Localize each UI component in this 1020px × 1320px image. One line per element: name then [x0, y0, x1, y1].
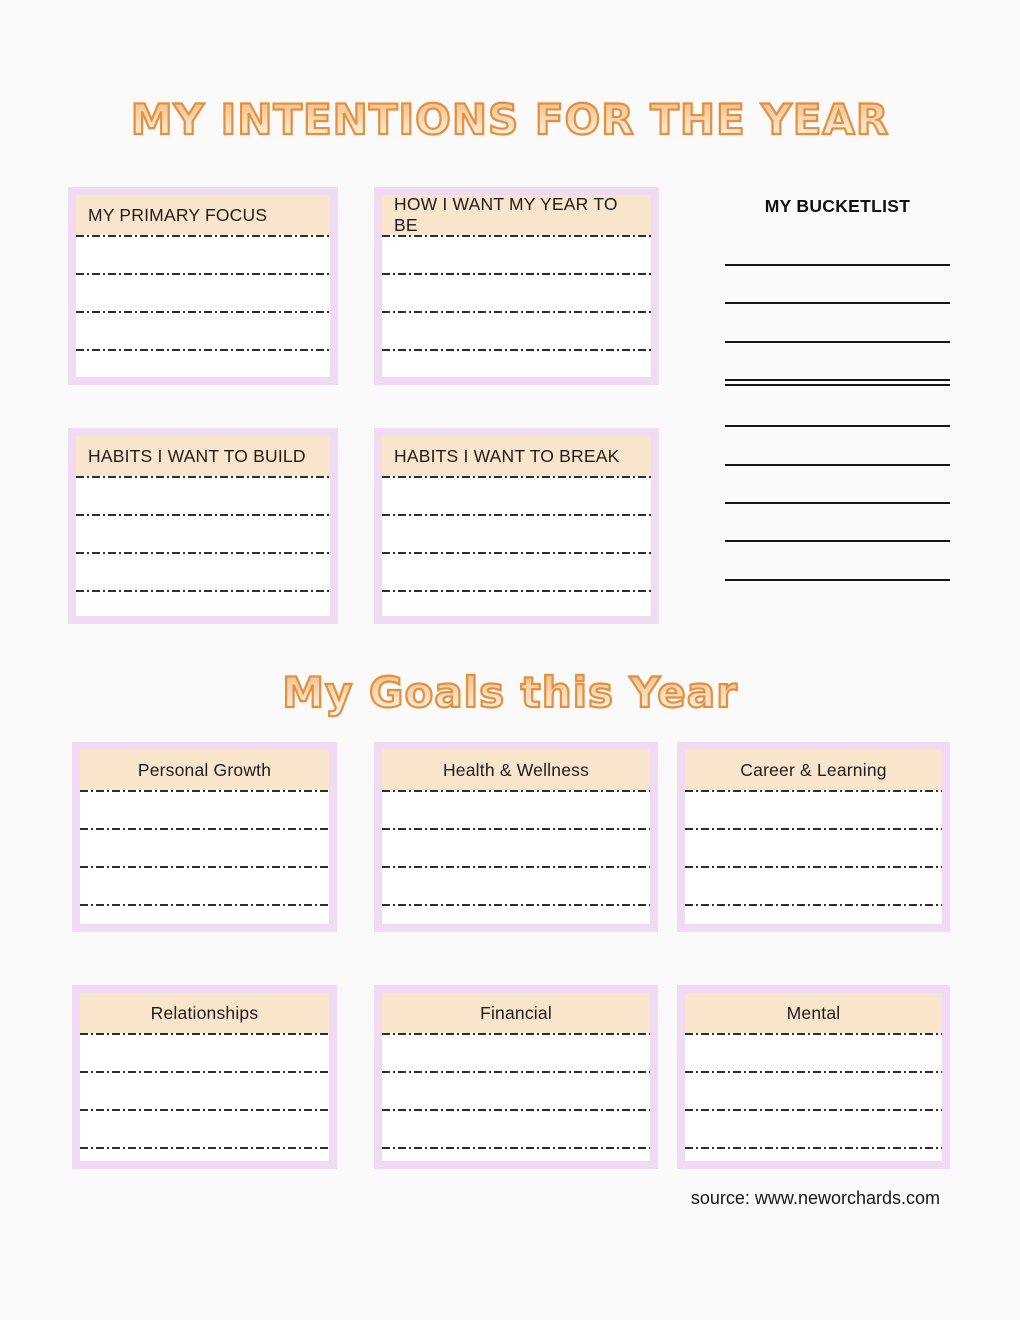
- writing-line: [80, 1071, 329, 1073]
- writing-line: [382, 349, 651, 351]
- bucketlist-line: [725, 579, 950, 581]
- writing-line: [685, 790, 942, 792]
- writing-line: [382, 1071, 650, 1073]
- habits-break-label: HABITS I WANT TO BREAK: [394, 445, 620, 466]
- writing-line: [382, 273, 651, 275]
- writing-line: [76, 273, 330, 275]
- writing-line: [382, 1109, 650, 1111]
- goal-box-health-wellness: [374, 742, 658, 932]
- goal-career-learning-header: [685, 750, 942, 790]
- bucketlist-line: [725, 302, 950, 304]
- writing-line: [80, 1033, 329, 1035]
- goal-personal-growth-header: [80, 750, 329, 790]
- writing-line: [382, 552, 651, 554]
- writing-line: [80, 1147, 329, 1149]
- bucketlist-line: [725, 502, 950, 504]
- habits-build-header: [76, 436, 330, 476]
- writing-line: [80, 790, 329, 792]
- habits-break-header: [382, 436, 651, 476]
- primary-focus-label: MY PRIMARY FOCUS: [88, 204, 268, 225]
- goal-mental-label: Mental: [786, 1002, 841, 1023]
- habits-build-box: [68, 428, 338, 624]
- writing-line: [76, 514, 330, 516]
- writing-line: [685, 1033, 942, 1035]
- writing-line: [685, 1071, 942, 1073]
- writing-line: [382, 790, 650, 792]
- goal-health-wellness-label: Health & Wellness: [442, 759, 590, 780]
- goal-box-mental: [677, 985, 950, 1169]
- writing-line: [382, 904, 650, 906]
- writing-line: [685, 1109, 942, 1111]
- writing-line: [685, 904, 942, 906]
- writing-line: [382, 311, 651, 313]
- writing-line: [685, 1147, 942, 1149]
- goal-relationships-header: [80, 993, 329, 1033]
- goal-financial-header: [382, 993, 650, 1033]
- writing-line: [76, 311, 330, 313]
- writing-line: [685, 828, 942, 830]
- writing-line: [382, 476, 651, 478]
- writing-line: [76, 552, 330, 554]
- page-title: MY INTENTIONS FOR THE YEAR: [0, 99, 1020, 141]
- bucketlist-line: [725, 379, 950, 381]
- goal-box-personal-growth: [72, 742, 337, 932]
- goal-financial-label: Financial: [480, 1002, 552, 1023]
- bucketlist-line: [725, 384, 950, 386]
- writing-line: [76, 349, 330, 351]
- source-attribution: source: www.neworchards.com: [690, 1188, 940, 1208]
- writing-line: [80, 828, 329, 830]
- primary-focus-box: [68, 187, 338, 385]
- writing-line: [382, 828, 650, 830]
- year-vision-box: [374, 187, 659, 385]
- goal-box-financial: [374, 985, 658, 1169]
- bucketlist-line: [725, 264, 950, 266]
- bucketlist-line: [725, 464, 950, 466]
- primary-focus-header: [76, 195, 330, 235]
- goal-box-career-learning: [677, 742, 950, 932]
- writing-line: [80, 904, 329, 906]
- goals-section-title: My Goals this Year: [0, 672, 1020, 714]
- writing-line: [382, 866, 650, 868]
- goal-career-learning-label: Career & Learning: [740, 759, 887, 780]
- habits-build-label: HABITS I WANT TO BUILD: [88, 445, 306, 466]
- goal-box-relationships: [72, 985, 337, 1169]
- goal-personal-growth-label: Personal Growth: [137, 759, 272, 780]
- writing-line: [76, 476, 330, 478]
- bucketlist-line: [725, 540, 950, 542]
- writing-line: [382, 1033, 650, 1035]
- goal-relationships-label: Relationships: [150, 1002, 259, 1023]
- habits-break-box: [374, 428, 659, 624]
- writing-line: [80, 866, 329, 868]
- writing-line: [382, 514, 651, 516]
- bucketlist-line: [725, 341, 950, 343]
- goal-health-wellness-header: [382, 750, 650, 790]
- bucketlist-line: [725, 425, 950, 427]
- year-vision-label: HOW I WANT MY YEAR TO BE: [394, 194, 618, 235]
- writing-line: [382, 1147, 650, 1149]
- writing-line: [382, 590, 651, 592]
- writing-line: [76, 590, 330, 592]
- writing-line: [80, 1109, 329, 1111]
- year-vision-header: [382, 195, 651, 235]
- bucketlist-section: [725, 196, 950, 581]
- goal-mental-header: [685, 993, 942, 1033]
- bucketlist-title: MY BUCKETLIST: [764, 196, 911, 216]
- writing-line: [685, 866, 942, 868]
- writing-line: [76, 235, 330, 237]
